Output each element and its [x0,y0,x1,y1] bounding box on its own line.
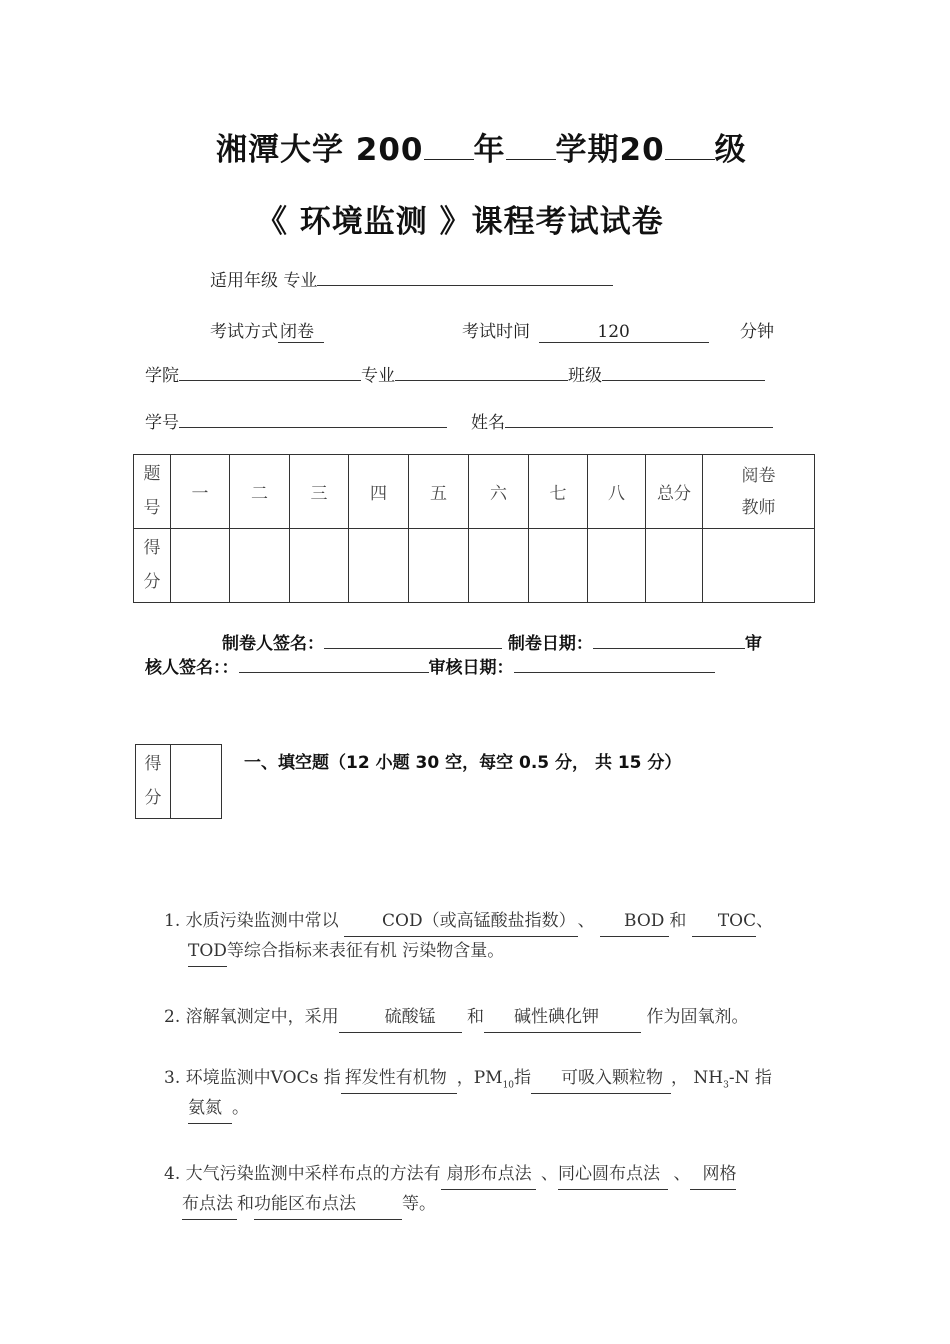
header-cell-total: 总分 [646,455,703,529]
header-cell-2: 二 [230,455,290,529]
applicable-field[interactable] [317,267,613,286]
header-cell-4: 四 [349,455,409,529]
exam-method-value: 闭卷 [278,317,324,343]
score-cell[interactable] [588,529,646,603]
section1-score-box [135,744,222,819]
header-cell-3: 三 [290,455,349,529]
subscript: 10 [502,1080,515,1091]
answer-blank: 氨氮 [188,1093,232,1124]
name-label: 姓名 [471,413,505,433]
reviewer-field[interactable] [239,656,429,673]
term-label: 学期 [555,132,620,168]
exam-time-label: 考试时间 [462,322,530,342]
exam-time-value: 120 [539,322,709,343]
section1-score-label [136,745,171,819]
question-number: 3. [164,1068,181,1088]
college-field[interactable] [179,362,361,381]
answer-blank: 同心圆布点法 [558,1159,668,1190]
answer-blank: 碱性碘化钾 [484,1002,641,1033]
question-text: ，PM [456,1068,503,1088]
score-label [134,529,171,603]
section1-title: 一、填空题（12 小题 30 空，每空 0.5 分， 共 15 分） [244,753,682,773]
question-text: 等综合指标来表征有机 污染物含量。 [226,941,505,961]
answer-blank: TOC [692,906,756,937]
header-cell-5: 五 [409,455,469,529]
score-table-header-row [134,455,815,529]
question-text: 和 [237,1194,254,1214]
minutes-label: 分钟 [740,322,774,342]
question-text: 、 [541,1164,559,1184]
section1-score-cell[interactable] [171,745,222,819]
make-date-label: 制卷日期： [507,634,593,654]
answer-blank: 挥发性有机物 [341,1063,457,1094]
question-text: 和 [669,911,687,931]
college-row [145,361,765,386]
grade-prefix: 20 [619,132,665,168]
question-number: 4. [164,1164,181,1184]
header-cell-8: 八 [588,455,646,529]
grade-blank [665,129,715,160]
header-cell-7: 七 [529,455,588,529]
answer-blank: COD（或高锰酸盐指数） [344,906,578,937]
subscript: 3 [723,1080,729,1091]
major-label: 专业 [361,366,395,386]
year-blank [424,129,474,160]
reviewer-prefix: 审 [744,634,762,654]
reviewer-label: 核人签名：： [145,658,239,678]
label-char: 题 [143,464,161,484]
review-date-field[interactable] [514,656,715,673]
question-4-cont [182,1189,436,1220]
answer-blank: TOD [188,936,227,967]
label-char: 得 [144,754,162,774]
answer-blank: 扇形布点法 [441,1159,536,1190]
answer-blank: 布点法 [182,1189,237,1220]
question-text: 、 [756,911,774,931]
label-char: 得 [143,538,161,558]
question-text: -N 指 [728,1068,772,1088]
score-cell[interactable] [409,529,469,603]
applicable-grade-row [210,266,613,291]
question-text: 大气污染监测中采样布点的方法有 [185,1164,441,1184]
question-number-label [134,455,171,529]
question-text: 作为固氧剂。 [646,1007,749,1027]
question-3-cont [188,1093,249,1124]
question-3 [164,1063,772,1100]
exam-method-row [210,317,324,343]
question-1 [164,906,773,937]
student-id-row [145,408,447,433]
score-cell[interactable] [230,529,290,603]
name-field[interactable] [505,409,773,428]
college-label: 学院 [145,366,179,386]
exam-title-line1 [216,124,747,169]
question-4 [164,1159,736,1190]
exam-method-label: 考试方式 [210,322,278,342]
maker-field[interactable] [324,632,502,649]
question-text: 溶解氧测定中，采用 [185,1007,339,1027]
term-blank [506,129,556,160]
score-cell[interactable] [529,529,588,603]
question-number: 1. [164,911,181,931]
reviewer-label-line: 教师 [741,497,776,518]
university-name: 湘潭大学 [216,132,344,168]
header-cell-1: 一 [171,455,230,529]
answer-blank: 功能区布点法 [254,1189,402,1220]
header-cell-6: 六 [469,455,529,529]
exam-time-row [462,317,709,343]
label-char: 分 [143,572,161,592]
maker-signature-row [222,629,762,654]
score-table-score-row [134,529,815,603]
class-field[interactable] [602,362,765,381]
question-text: 、 [577,911,595,931]
score-table [133,454,815,603]
reviewer-label-cell [703,455,815,529]
review-date-label: 审核日期： [428,658,514,678]
answer-blank: BOD [600,906,669,937]
score-cell[interactable] [646,529,703,603]
major-field[interactable] [395,362,568,381]
reviewer-label-line: 阅卷 [741,465,776,486]
score-cell[interactable] [171,529,230,603]
question-text: 和 [467,1007,485,1027]
score-cell[interactable] [290,529,349,603]
label-char: 号 [143,498,161,518]
name-row [471,408,773,433]
answer-blank: 网格 [690,1159,736,1190]
question-text: 指 [514,1068,532,1088]
answer-blank: 可吸入颗粒物 [531,1063,671,1094]
maker-label: 制卷人签名： [222,634,324,654]
question-number: 2. [164,1007,181,1027]
student-id-label: 学号 [145,413,179,433]
label-char: 分 [144,788,162,808]
reviewer-signature-row [145,653,715,678]
question-text: 等。 [402,1194,436,1214]
answer-blank: 硫酸锰 [339,1002,462,1033]
applicable-label: 适用年级 专业 [210,271,318,291]
question-text: 环境监测中VOCs 指 [185,1068,341,1088]
make-date-field[interactable] [593,632,745,649]
student-id-field[interactable] [179,409,447,428]
question-2 [164,1002,748,1033]
grade-char: 级 [714,132,747,168]
class-label: 班级 [568,366,602,386]
question-text: 水质污染监测中常以 [185,911,339,931]
reviewer-signature-cell[interactable] [703,529,815,603]
question-text: 、 [673,1164,691,1184]
question-text: 。 [232,1098,249,1118]
year-char: 年 [473,132,506,168]
question-1-cont [188,936,504,967]
course-title: 《 环境监测 》课程考试试卷 [256,204,664,240]
question-text: ， NH [671,1068,724,1088]
year-prefix: 200 [355,132,424,168]
score-cell[interactable] [469,529,529,603]
score-cell[interactable] [349,529,409,603]
